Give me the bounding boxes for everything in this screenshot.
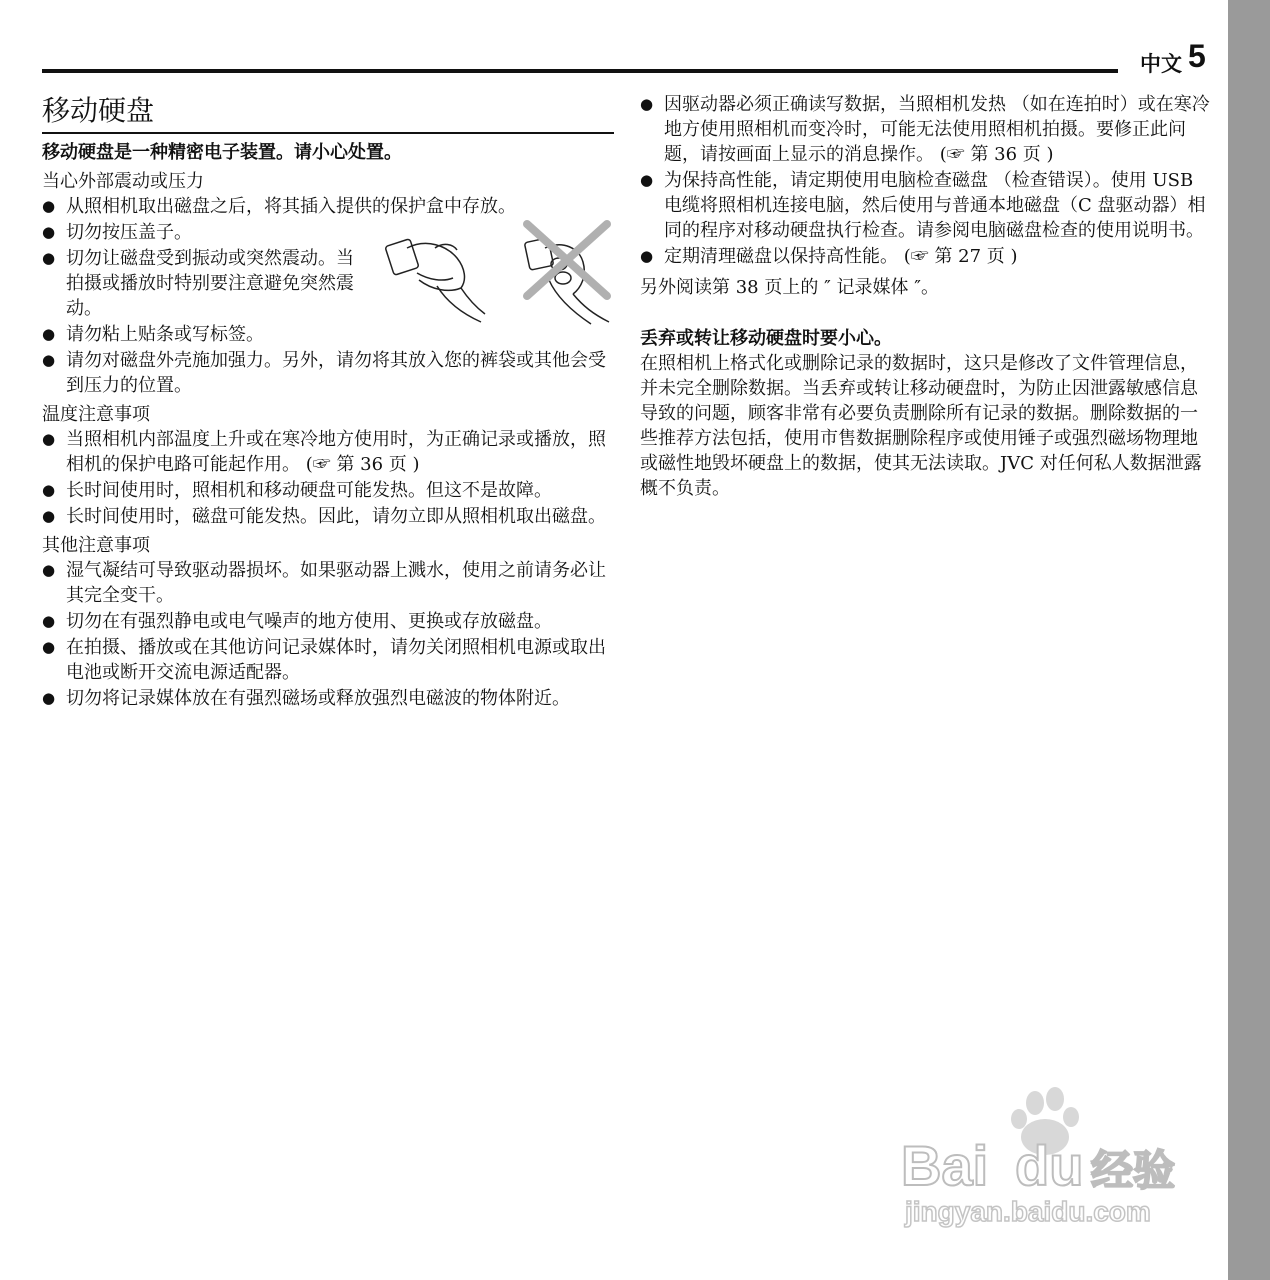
list-item: ● 切勿按压盖子。 (42, 220, 614, 245)
watermark-url: jingyan.baidu.com (905, 1196, 1151, 1227)
watermark-brand-a: Bai (901, 1134, 989, 1197)
sec3-list (42, 558, 614, 711)
sec1-heading: 当心外部震动或压力 (42, 171, 204, 192)
intro-text: 移动硬盘是一种精密电子装置。请小心处置。 (42, 142, 402, 163)
baidu-watermark (895, 1085, 1195, 1235)
disposal-heading: 丢弃或转让移动硬盘时要小心。 (640, 328, 892, 349)
list-item: ● 因驱动器必须正确读写数据，当照相机发热 （如在连拍时）或在寒冷地方使用照相机而变冷时，可能无法使用照相机拍摄。要修正此问题，请按画面上显示的消息操作。 (☞ 第 36 页 ) (640, 92, 1210, 167)
list-item: ● 请勿粘上贴条或写标签。 (42, 322, 614, 347)
list-item (42, 246, 614, 321)
header-rule (42, 69, 1118, 73)
list-item: ● 湿气凝结可导致驱动器损坏。如果驱动器上溅水，使用之前请务必让其完全变干。 (42, 558, 614, 608)
list-item: ● 长时间使用时，磁盘可能发热。因此，请勿立即从照相机取出磁盘。 (42, 504, 614, 529)
watermark-brand-cn: 经验 (1091, 1146, 1176, 1195)
list-item: ● 为保持高性能，请定期使用电脑检查磁盘 （检查错误）。使用 USB 电缆将照相机连接电脑，然后使用与普通本地磁盘（C 盘驱动器）相同的程序对移动硬盘执行检查。请参阅电脑磁盘检查的使用说明书。 (640, 168, 1210, 243)
list-item: ● 切勿在有强烈静电或电气噪声的地方使用、更换或存放磁盘。 (42, 609, 614, 634)
list-item: ● 请勿对磁盘外壳施加强力。另外，请勿将其放入您的裤袋或其他会受到压力的位置。 (42, 348, 614, 398)
page-number: 5 (1188, 38, 1206, 74)
sec2-heading: 温度注意事项 (42, 404, 150, 425)
list-item: ● 切勿将记录媒体放在有强烈磁场或释放强烈电磁波的物体附近。 (42, 686, 614, 711)
list-item: ● 定期清理磁盘以保持高性能。 (☞ 第 27 页 ) (640, 244, 1210, 269)
section-title: 移动硬盘 (42, 92, 614, 134)
right-list (640, 92, 1210, 269)
see-also-text: 另外阅读第 38 页上的 ″ 记录媒体 ″。 (640, 277, 939, 298)
list-item-text: ● 切勿让磁盘受到振动或突然震动。当拍摄或播放时特别要注意避免突然震动。 (66, 248, 354, 319)
watermark-brand-b: du (1015, 1134, 1084, 1197)
sec3-heading: 其他注意事项 (42, 535, 150, 556)
list-item: ● 从照相机取出磁盘之后，将其插入提供的保护盒中存放。 (42, 194, 614, 219)
list-item: ● 当照相机内部温度上升或在寒冷地方使用时，为正确记录或播放，照相机的保护电路可能起作用。 (☞ 第 36 页 ) (42, 427, 614, 477)
left-column (42, 92, 614, 712)
header-language: 中文 (1140, 52, 1182, 76)
hand-disk-illustration (377, 218, 617, 328)
list-item: ● 在拍摄、播放或在其他访问记录媒体时，请勿关闭照相机电源或取出电池或断开交流电源适配器。 (42, 635, 614, 685)
page-edge-bar (1228, 0, 1270, 1280)
sec1-list (42, 194, 614, 398)
right-column (640, 92, 1210, 501)
sec2-list (42, 427, 614, 529)
list-item: ● 长时间使用时，照相机和移动硬盘可能发热。但这不是故障。 (42, 478, 614, 503)
disposal-paragraph: 在照相机上格式化或删除记录的数据时，这只是修改了文件管理信息，并未完全删除数据。当丢弃或转让移动硬盘时，为防止因泄露敏感信息导致的问题，顾客非常有必要负责删除所有记录的数据。删除数据的一些推荐方法包括，使用市售数据删除程序或使用锤子或强烈磁场物理地或磁性地毁坏硬盘上的数据，使其无法读取。JVC 对任何私人数据泄露概不负责。 (640, 353, 1202, 499)
